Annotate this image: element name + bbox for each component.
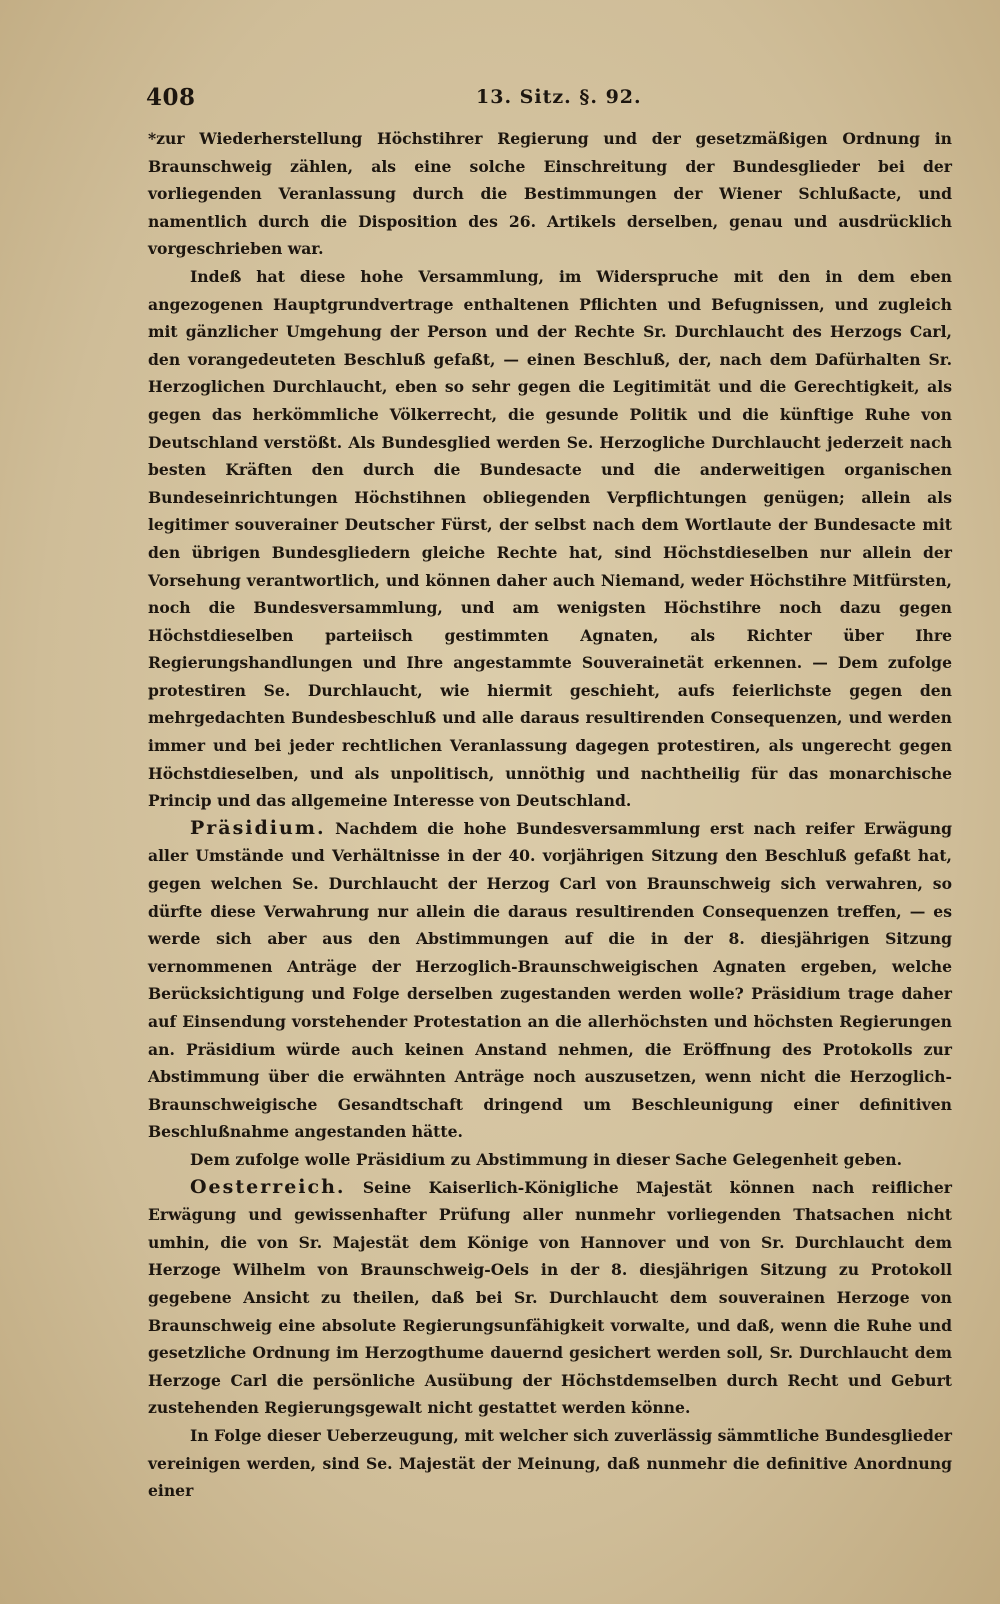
speaker-label: Oesterreich.: [190, 1175, 346, 1198]
paragraph-text: Dem zufolge wolle Präsidium zu Abstimmung in dieser Sache Gelegenheit geben.: [190, 1149, 903, 1169]
paragraph-6: [148, 1422, 952, 1505]
paragraph-3: [148, 815, 952, 1146]
paragraph-4: [148, 1146, 952, 1174]
paragraph-5: [148, 1174, 952, 1422]
speaker-label: Präsidium.: [190, 816, 326, 839]
paragraph-2: [148, 263, 952, 815]
page-number: 408: [146, 84, 196, 111]
running-head: 13. Sitz. §. 92.: [476, 86, 642, 108]
paragraph-text: Nachdem die hohe Bundesversammlung erst nach reifer Erwägung aller Umstände und Verhältnisse in der 40. vorjährigen Sitzung den Beschluß gefaßt hat, gegen welchen Se. Durchlaucht der Herzog Carl von Braunschweig sich verwahren, so dürfte diese Verwahrung nur allein die daraus resultirenden Consequenzen treffen, — es werde sich aber aus den Abstimmungen auf die in der 8. diesjährigen Sitzung vernommenen Anträge der Herzoglich-Braunschweigischen Agnaten ergeben, welche Berücksichtigung und Folge derselben zugestanden werden wolle? Präsidium trage daher auf Einsendung vorstehender Protestation an die allerhöchsten und höchsten Regierungen an. Präsidium würde auch keinen Anstand nehmen, die Eröffnung des Protokolls zur Abstimmung über die erwähnten Anträge noch auszusetzen, wenn nicht die Herzoglich-Braunschweigische Gesandtschaft dringend um Beschleunigung einer definitiven Beschlußnahme angestanden hätte.: [148, 818, 952, 1142]
page-header: [146, 84, 954, 114]
paragraph-text: *zur Wiederherstellung Höchstihrer Regierung und der gesetzmäßigen Ordnung in Braunschweig zählen, als eine solche Einschreitung der Bundesglieder bei der vorliegenden Veranlassung durch die Bestimmungen der Wiener Schlußacte, und namentlich durch die Disposition des 26. Artikels derselben, genau und ausdrücklich vorgeschrieben war.: [148, 129, 952, 259]
paragraph-text: Indeß hat diese hohe Versammlung, im Widerspruche mit den in dem eben angezogenen Hauptgrundvertrage enthaltenen Pflichten und Befugnissen, und zugleich mit gänzlicher Umgehung der Person und der Rechte Sr. Durchlaucht des Herzogs Carl, den vorangedeuteten Beschluß gefaßt, — einen Beschluß, der, nach dem Dafürhalten Sr. Herzoglichen Durchlaucht, eben so sehr gegen die Legitimität und die Gerechtigkeit, als gegen das herkömmliche Völkerrecht, die gesunde Politik und die künftige Ruhe von Deutschland verstößt. Als Bundesglied werden Se. Herzogliche Durchlaucht jederzeit nach besten Kräften den durch die Bundesacte und die anderweitigen organischen Bundeseinrichtungen Höchstihnen obliegenden Verpflichtungen genügen; allein als legitimer souverainer Deutscher Fürst, der selbst nach dem Wortlaute der Bundesacte mit den übrigen Bundesgliedern gleiche Rechte hat, sind Höchstdieselben nur allein der Vorsehung verantwortlich, und können daher auch Niemand, weder Höchstihre Mitfürsten, noch die Bundesversammlung, und am wenigsten Höchstihre noch dazu gegen Höchstdieselben parteiisch gestimmten Agnaten, als Richter über Ihre Regierungshandlungen und Ihre angestammte Souverainetät erkennen. — Dem zufolge protestiren Se. Durchlaucht, wie hiermit geschieht, aufs feierlichste gegen den mehrgedachten Bundesbeschluß und alle daraus resultirenden Consequenzen, und werden immer und bei jeder rechtlichen Veranlassung dagegen protestiren, als ungerecht gegen Höchstdieselben, und als unpolitisch, unnöthig und nachtheilig für das monarchische Princip und das allgemeine Interesse von Deutschland.: [148, 266, 952, 811]
paragraph-text: In Folge dieser Ueberzeugung, mit welcher sich zuverlässig sämmtliche Bundesglieder vereinigen werden, sind Se. Majestät der Meinung, daß nunmehr die definitive Anordnung einer: [148, 1425, 952, 1501]
body-text: [148, 125, 952, 1505]
paragraph-1: [148, 125, 952, 263]
paragraph-text: Seine Kaiserlich-Königliche Majestät können nach reiflicher Erwägung und gewissenhafter Prüfung aller nunmehr vorliegenden Thatsachen nicht umhin, die von Sr. Majestät dem Könige von Hannover und von Sr. Durchlaucht dem Herzoge Wilhelm von Braunschweig-Oels in der 8. diesjährigen Sitzung zu Protokoll gegebene Ansicht zu theilen, daß bei Sr. Durchlaucht dem souverainen Herzoge von Braunschweig eine absolute Regierungsunfähigkeit vorwalte, und daß, wenn die Ruhe und gesetzliche Ordnung im Herzogthume dauernd gesichert werden soll, Sr. Durchlaucht dem Herzoge Carl die persönliche Ausübung der Höchstdemselben durch Recht und Geburt zustehenden Regierungsgewalt nicht gestattet werden könne.: [148, 1177, 952, 1418]
